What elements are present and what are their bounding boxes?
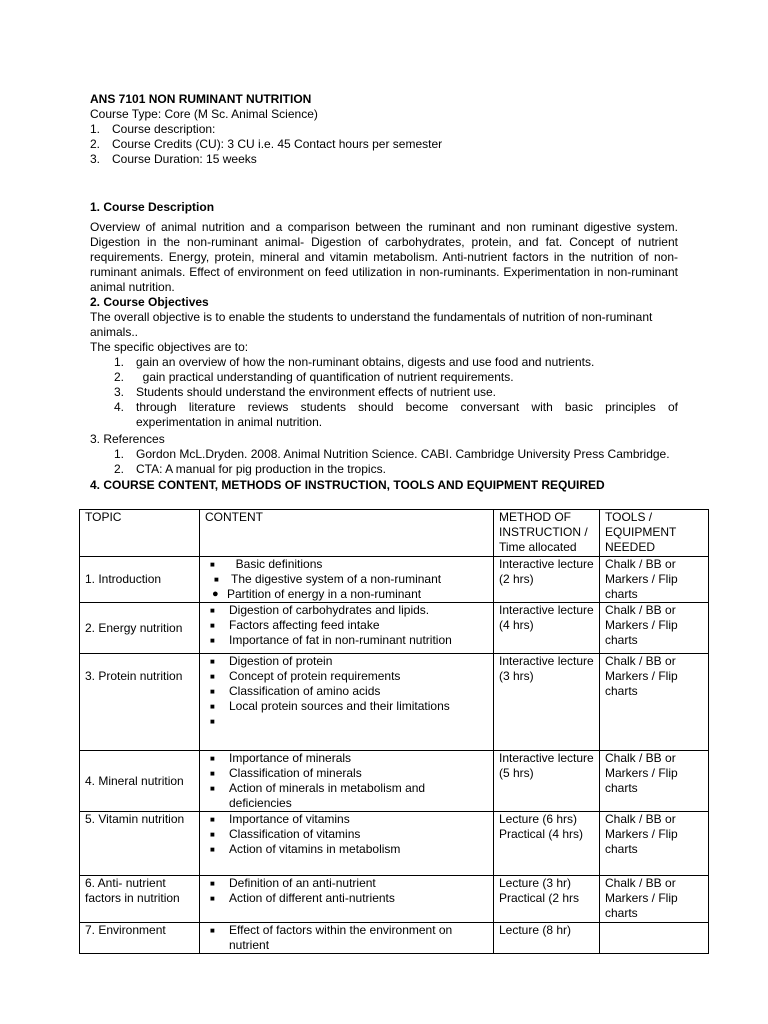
content-bullets — [205, 923, 488, 953]
heading-number: 4. — [90, 478, 101, 492]
content-bullets — [205, 751, 488, 811]
course-type: Course Type: Core (M Sc. Animal Science) — [90, 107, 318, 121]
bullet-marker: ■ — [210, 769, 215, 778]
topic-cell: 7. Environment — [80, 923, 200, 954]
bullet-text: Classification of vitamins — [229, 827, 361, 841]
course-header — [90, 92, 678, 167]
item-text: Course description: — [112, 122, 216, 136]
item-number: 3. — [114, 385, 125, 399]
bullet-text: Classification of minerals — [229, 766, 362, 780]
bullet-marker: ■ — [210, 636, 215, 645]
content-cell — [200, 751, 494, 812]
bullet-text: Concept of protein requirements — [229, 669, 401, 683]
item-number: 1. — [114, 447, 125, 461]
table-row — [80, 654, 709, 751]
content-bullet — [205, 751, 488, 766]
bullet-text: Importance of fat in non-ruminant nutrition — [229, 633, 452, 647]
bullet-marker: ■ — [210, 702, 215, 711]
header-tools: TOOLS / EQUIPMENT NEEDED — [600, 510, 709, 557]
content-bullet — [205, 781, 488, 811]
bullet-text: Digestion of carbohydrates and lipids. — [229, 603, 430, 617]
bullet-text: Action of minerals in metabolism and deficiencies — [229, 781, 426, 810]
bullet-text: Partition of energy in a non-ruminant — [227, 587, 422, 601]
item-text: CTA: A manual for pig production in the tropics. — [136, 462, 386, 476]
bullet-marker: ■ — [210, 894, 215, 903]
method-cell: Lecture (6 hrs) Practical (4 hrs) — [494, 812, 600, 876]
table-header-row — [80, 510, 709, 557]
header-topic: TOPIC — [80, 510, 200, 557]
table-row — [80, 603, 709, 654]
course-objectives-section — [90, 295, 678, 430]
bullet-text: The digestive system of a non-ruminant — [231, 572, 442, 586]
item-number: 2. — [90, 137, 101, 151]
header-content: CONTENT — [200, 510, 494, 557]
bullet-text: Importance of minerals — [229, 751, 352, 765]
bullet-text: Local protein sources and their limitations — [229, 699, 450, 713]
content-bullet — [205, 699, 488, 714]
content-bullet — [205, 654, 488, 669]
bullet-text: Factors affecting feed intake — [229, 618, 380, 632]
topic-cell: 3. Protein nutrition — [80, 654, 200, 751]
item-text: Gordon McL.Dryden. 2008. Animal Nutrition Science. CABI. Cambridge University Press Cambridge. — [136, 447, 670, 461]
bullet-marker: ■ — [214, 575, 219, 584]
item-number: 3. — [90, 152, 101, 166]
item-text: gain practical understanding of quantification of nutrient requirements. — [136, 370, 514, 384]
bullet-marker: ■ — [210, 672, 215, 681]
bullet-marker: ■ — [210, 560, 215, 569]
method-cell: Lecture (8 hr) — [494, 923, 600, 954]
content-bullets — [205, 876, 488, 906]
bullet-marker: ● — [212, 588, 219, 600]
bullet-marker: ■ — [210, 606, 215, 615]
bullet-marker: ■ — [210, 926, 215, 935]
heading-text: COURSE CONTENT, METHODS OF INSTRUCTION, TOOLS AND EQUIPMENT REQUIRED — [100, 478, 605, 492]
bullet-marker: ■ — [210, 879, 215, 888]
references-section — [90, 432, 678, 477]
tools-cell: Chalk / BB or Markers / Flip charts — [600, 557, 709, 603]
item-number: 1. — [114, 355, 125, 369]
header-item — [90, 122, 678, 137]
item-number: 4. — [114, 400, 125, 414]
content-cell — [200, 876, 494, 923]
course-description-section — [90, 200, 678, 295]
content-cell — [200, 923, 494, 954]
reference-item — [90, 462, 678, 477]
topic-cell: 4. Mineral nutrition — [80, 751, 200, 812]
content-cell — [200, 812, 494, 876]
topic-cell: 6. Anti- nutrient factors in nutrition — [80, 876, 200, 923]
objectives-intro-specific: The specific objectives are to: — [90, 340, 249, 354]
content-bullet — [205, 572, 488, 587]
item-number: 2. — [114, 462, 125, 476]
content-cell — [200, 654, 494, 751]
item-number: 2. — [114, 370, 125, 384]
topic-cell: 1. Introduction — [80, 557, 200, 603]
bullet-text: Digestion of protein — [229, 654, 333, 668]
tools-cell: Chalk / BB or Markers / Flip charts — [600, 751, 709, 812]
course-content-heading — [90, 478, 678, 493]
header-item — [90, 137, 678, 152]
objectives-intro: The overall objective is to enable the students to understand the fundamentals of nutrition of non-ruminant animals.. — [90, 310, 653, 339]
references-heading: 3. References — [90, 432, 165, 446]
reference-item — [90, 447, 678, 462]
references-list — [90, 447, 678, 477]
content-cell — [200, 603, 494, 654]
objectives-list — [90, 355, 678, 430]
bullet-marker: ■ — [210, 754, 215, 763]
content-bullet — [205, 603, 488, 618]
table-row — [80, 557, 709, 603]
bullet-text: Basic definitions — [229, 557, 323, 571]
tools-cell — [600, 923, 709, 954]
objective-item — [90, 370, 678, 385]
bullet-marker: ■ — [210, 830, 215, 839]
content-bullets — [205, 557, 488, 602]
content-bullet — [205, 766, 488, 781]
method-cell: Interactive lecture (5 hrs) — [494, 751, 600, 812]
bullet-marker: ■ — [210, 845, 215, 854]
bullet-marker: ■ — [210, 687, 215, 696]
content-cell — [200, 557, 494, 603]
tools-cell: Chalk / BB or Markers / Flip charts — [600, 812, 709, 876]
objective-item — [90, 355, 678, 370]
tools-cell: Chalk / BB or Markers / Flip charts — [600, 603, 709, 654]
content-bullet — [205, 587, 488, 602]
content-bullets — [205, 603, 488, 648]
bullet-text: Action of vitamins in metabolism — [229, 842, 401, 856]
method-cell: Interactive lecture (2 hrs) — [494, 557, 600, 603]
description-text: Overview of animal nutrition and a comparison between the ruminant and non ruminant digestive system. Digestion in the non-ruminant animal- Digestion of carbohydrates, protein, and fat. Concept of nutrient requirements. Energy, protein, mineral and vitamin metabolism. Anti-nutrient factors in the nutrition of non-ruminant animals. Effect of environment on feed utilization in non-ruminants. Experimentation in non-ruminant animal nutrition. — [90, 220, 678, 294]
method-cell: Interactive lecture (4 hrs) — [494, 603, 600, 654]
bullet-marker: ■ — [210, 784, 215, 793]
header-list — [90, 122, 678, 167]
item-text: Course Duration: 15 weeks — [112, 152, 257, 166]
course-title: ANS 7101 NON RUMINANT NUTRITION — [90, 92, 312, 106]
method-cell: Lecture (3 hr) Practical (2 hrs — [494, 876, 600, 923]
bullet-text: Definition of an anti-nutrient — [229, 876, 376, 890]
objective-item — [90, 385, 678, 400]
tools-cell: Chalk / BB or Markers / Flip charts — [600, 876, 709, 923]
tools-cell: Chalk / BB or Markers / Flip charts — [600, 654, 709, 751]
method-cell: Interactive lecture (3 hrs) — [494, 654, 600, 751]
table-row — [80, 876, 709, 923]
item-text: Students should understand the environment effects of nutrient use. — [136, 385, 497, 399]
bullet-text: Effect of factors within the environment on nutrient — [229, 923, 453, 952]
bullet-marker: ■ — [210, 657, 215, 666]
bullet-marker: ■ — [210, 815, 215, 824]
item-text: Course Credits (CU): 3 CU i.e. 45 Contact hours per semester — [112, 137, 443, 151]
content-bullets — [205, 812, 488, 857]
table-row — [80, 923, 709, 954]
content-bullet — [205, 827, 488, 842]
bullet-text: Action of different anti-nutrients — [229, 891, 395, 905]
content-bullet — [205, 618, 488, 633]
item-text: through literature reviews students should become conversant with basic principles of experimentation in animal nutrition. — [136, 400, 678, 429]
objective-item — [90, 400, 678, 430]
table-row — [80, 751, 709, 812]
topic-cell: 5. Vitamin nutrition — [80, 812, 200, 876]
header-method: METHOD OF INSTRUCTION / Time allocated — [494, 510, 600, 557]
bullet-marker: ■ — [210, 717, 215, 726]
content-bullet — [205, 923, 488, 953]
header-item — [90, 152, 678, 167]
content-bullet — [205, 714, 488, 729]
bullet-text: Classification of amino acids — [229, 684, 381, 698]
content-bullet — [205, 876, 488, 891]
topic-cell: 2. Energy nutrition — [80, 603, 200, 654]
course-content-table — [79, 509, 709, 954]
content-bullet — [205, 669, 488, 684]
content-bullet — [205, 557, 488, 572]
content-bullet — [205, 812, 488, 827]
table-row — [80, 812, 709, 876]
objectives-heading: 2. Course Objectives — [90, 295, 209, 309]
content-bullet — [205, 891, 488, 906]
content-bullet — [205, 633, 488, 648]
item-number: 1. — [90, 122, 101, 136]
bullet-text: Importance of vitamins — [229, 812, 350, 826]
content-bullets — [205, 654, 488, 729]
description-heading: 1. Course Description — [90, 200, 215, 214]
item-text: gain an overview of how the non-ruminant obtains, digests and use food and nutrients. — [136, 355, 595, 369]
content-bullet — [205, 842, 488, 857]
content-bullet — [205, 684, 488, 699]
bullet-marker: ■ — [210, 621, 215, 630]
